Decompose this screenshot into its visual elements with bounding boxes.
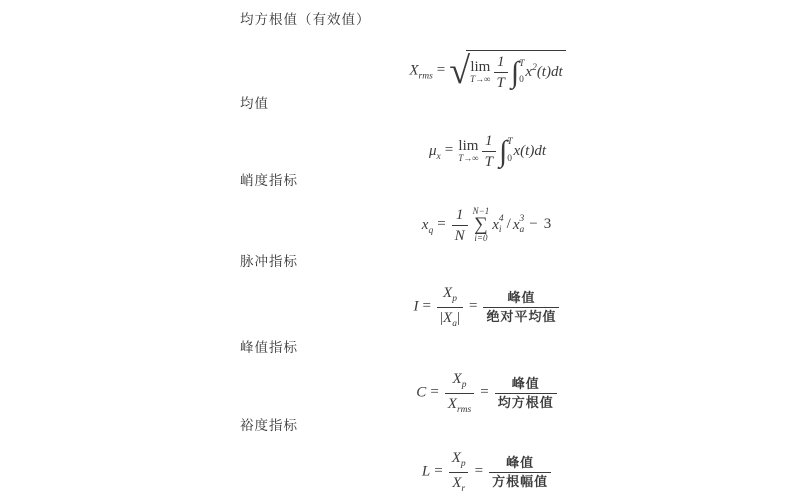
denominator: T [494,72,508,92]
denominator [449,472,468,495]
math-subscript: p [460,459,466,470]
document-page [240,0,735,494]
divide-slash: / [506,216,511,233]
fraction [482,132,496,171]
numerator: 1 [485,132,493,149]
math-var: x [492,216,499,233]
fraction-symbolic [437,284,463,330]
lim-word: lim [458,137,479,154]
square-root [449,50,565,92]
integral-upper: T [507,137,513,147]
math-subscript: i [498,225,502,235]
equals-sign: = [422,298,432,315]
math-subscript: r [461,483,466,494]
section-label-impulse: 脉冲指标 [240,254,298,269]
sup-sub-stack [499,214,504,237]
math-var: I [413,298,419,315]
sum-lower: i=0 [474,233,488,244]
lim-word: lim [470,59,491,76]
math-arg: (t) [536,63,551,80]
denominator-cn: 方根幅值 [489,472,551,490]
numerator [440,284,460,306]
formula-crest [240,372,735,414]
formula-clearance [240,450,735,494]
numerator: 1 [455,206,464,223]
equals-sign: = [480,384,489,401]
limit-operator [458,139,478,164]
formula-kurtosis [240,205,735,245]
math-constant: 3 [543,216,552,233]
radical-sign: √ [449,50,471,92]
equals-sign: = [468,298,478,315]
fraction-chinese [483,290,559,324]
equals-sign: = [436,62,446,79]
fraction-symbolic [449,449,469,495]
abs-bar-right: | [456,309,460,326]
fraction [452,206,468,245]
sum-sign: ∑ [474,213,488,235]
math-subscript: x [436,151,441,162]
radicand [466,50,566,92]
equals-sign: = [474,463,484,480]
integral-upper: T [519,58,525,69]
fraction-chinese [495,376,557,410]
integral [511,58,525,88]
math-subscript: a [519,225,525,235]
math-var: C [416,384,427,401]
equals-sign: = [430,384,439,401]
section-label-rms: 均方根值（有效值） [240,12,371,27]
denominator [445,393,474,416]
summation [473,207,490,243]
denominator-cn: 均方根值 [495,393,557,411]
numerator: 1 [496,54,505,70]
denominator-cn: 绝对平均值 [483,307,559,325]
integral-sign: ∫ [510,56,520,89]
denominator: N [452,225,468,245]
numerator-cn: 峰值 [507,289,536,305]
section-label-kurtosis: 峭度指标 [240,173,298,188]
math-differential: dt [534,142,546,159]
math-differential: dt [550,63,563,80]
math-superscript: 3 [519,213,525,224]
lim-condition: T→∞ [458,152,479,163]
section-label-crest: 峰值指标 [240,340,298,355]
denominator: T [482,151,496,171]
limit-operator [470,60,490,85]
numerator-cn: 峰值 [511,375,540,391]
integral-limits [507,136,512,166]
math-subscript: q [428,225,434,236]
integral-sign: ∫ [498,134,508,168]
math-subscript: p [461,380,467,391]
math-var: x [512,216,520,233]
math-var: x [421,216,429,233]
abs-bar-left: | [440,309,444,326]
math-superscript: 4 [498,213,504,224]
math-superscript: 2 [532,62,537,73]
equals-sign: = [444,142,454,159]
fraction-chinese [489,455,551,489]
math-var: X [443,309,453,326]
sup-sub-stack [520,214,525,237]
integral-lower: 0 [519,75,524,85]
section-label-mean: 均值 [240,96,269,111]
math-var: X [451,450,461,467]
numerator-cn: 峰值 [506,454,535,470]
integral [499,136,513,166]
math-subscript: a [452,318,457,329]
math-var: x [525,63,533,80]
math-var: x [513,142,521,159]
math-var: X [452,371,462,388]
math-var: X [452,474,462,491]
math-var: X [443,285,453,302]
sum-upper: N−1 [472,205,490,216]
math-subscript: rms [456,404,472,415]
numerator [449,449,469,471]
math-arg: (t) [520,142,535,159]
math-var: L [421,463,431,480]
math-subscript: rms [418,71,433,82]
fraction [494,53,508,92]
lim-condition: T→∞ [470,74,491,85]
minus-sign: − [529,216,538,233]
equals-sign: = [434,463,443,480]
integral-lower: 0 [507,153,512,164]
formula-impulse [240,284,735,330]
math-var: X [447,395,457,412]
numerator [450,370,470,392]
formula-mean [240,133,735,169]
math-var: X [409,62,419,79]
math-subscript: p [452,294,457,305]
equals-sign: = [437,216,446,233]
integral-limits [519,58,524,88]
math-var: μ [428,142,437,159]
denominator [437,307,463,330]
fraction-symbolic [445,370,474,416]
section-label-clearance: 裕度指标 [240,418,298,433]
formula-rms [240,49,735,93]
